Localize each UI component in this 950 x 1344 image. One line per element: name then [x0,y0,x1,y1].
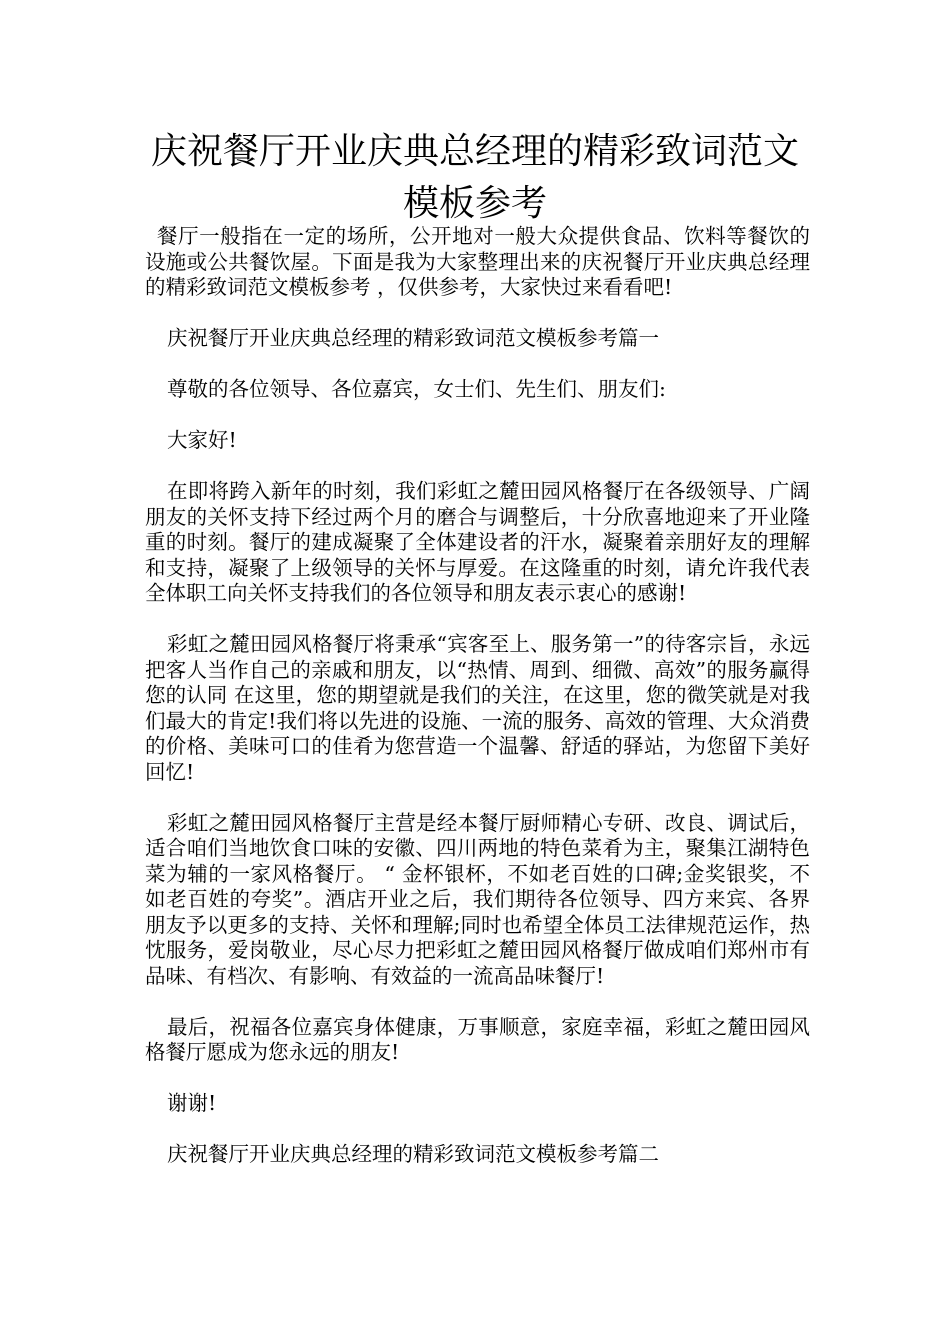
section-heading-1: 庆祝餐厅开业庆典总经理的精彩致词范文模板参考篇一 [167,326,659,350]
document-title: 庆祝餐厅开业庆典总经理的精彩致词范文模板参考 [150,131,799,224]
salutation: 尊敬的各位领导、各位嘉宾，女士们、先生们、朋友们: [167,377,666,401]
body-paragraph: 彩虹之麓田园风格餐厅主营是经本餐厅厨师精心专研、改良、调试后，适合咱们当地饮食口味的安徽、四川两地的特色菜肴为主，聚集江湖特色菜为辅的一家风格餐厅。 “ 金杯银杯，不如老百姓的口碑;金奖银奖，不如老百姓的夸奖”。酒店开业之后，我们期待各位领导、四方来宾、各界朋友予以更多的支持、关怀和理解;同时也希望全体员工法律规范运作，热忱服务，爱岗敬业，尽心尽力把彩虹之麓田园风格餐厅做成咱们郑州市有品味、有档次、有影响、有效益的一流高品味餐厅! [145,810,810,988]
document-body [145,224,810,1193]
greeting: 大家好! [167,428,237,452]
thanks-line: 谢谢! [167,1091,217,1115]
closing-paragraph: 最后，祝福各位嘉宾身体健康，万事顺意，家庭幸福，彩虹之麓田园风格餐厅愿成为您永远的朋友! [145,1014,810,1064]
body-paragraph: 在即将跨入新年的时刻，我们彩虹之麓田园风格餐厅在各级领导、广阔朋友的关怀支持下经过两个月的磨合与调整后，十分欣喜地迎来了开业隆重的时刻。餐厅的建成凝聚了全体建设者的汗水，凝聚着亲朋好友的理解和支持，凝聚了上级领导的关怀与厚爱。在这隆重的时刻，请允许我代表全体职工向关怀支持我们的各位领导和朋友表示衷心的感谢! [145,479,810,605]
body-paragraph: 彩虹之麓田园风格餐厅将秉承“宾客至上、服务第一”的待客宗旨，永远把客人当作自己的亲戚和朋友，以“热情、周到、细微、高效”的服务赢得您的认同 在这里，您的期望就是我们的关注，在这里，您的微笑就是对我们最大的肯定!我们将以先进的设施、一流的服务、高效的管理、大众消费的价格、美味可口的佳肴为您营造一个温馨、舒适的驿站，为您留下美好回忆! [145,632,810,784]
section-heading-2: 庆祝餐厅开业庆典总经理的精彩致词范文模板参考篇二 [167,1142,659,1166]
intro-paragraph: 餐厅一般指在一定的场所，公开地对一般大众提供食品、饮料等餐饮的设施或公共餐饮屋。下面是我为大家整理出来的庆祝餐厅开业庆典总经理的精彩致词范文模板参考 ，仅供参考，大家快过来看看吧! [145,224,810,299]
